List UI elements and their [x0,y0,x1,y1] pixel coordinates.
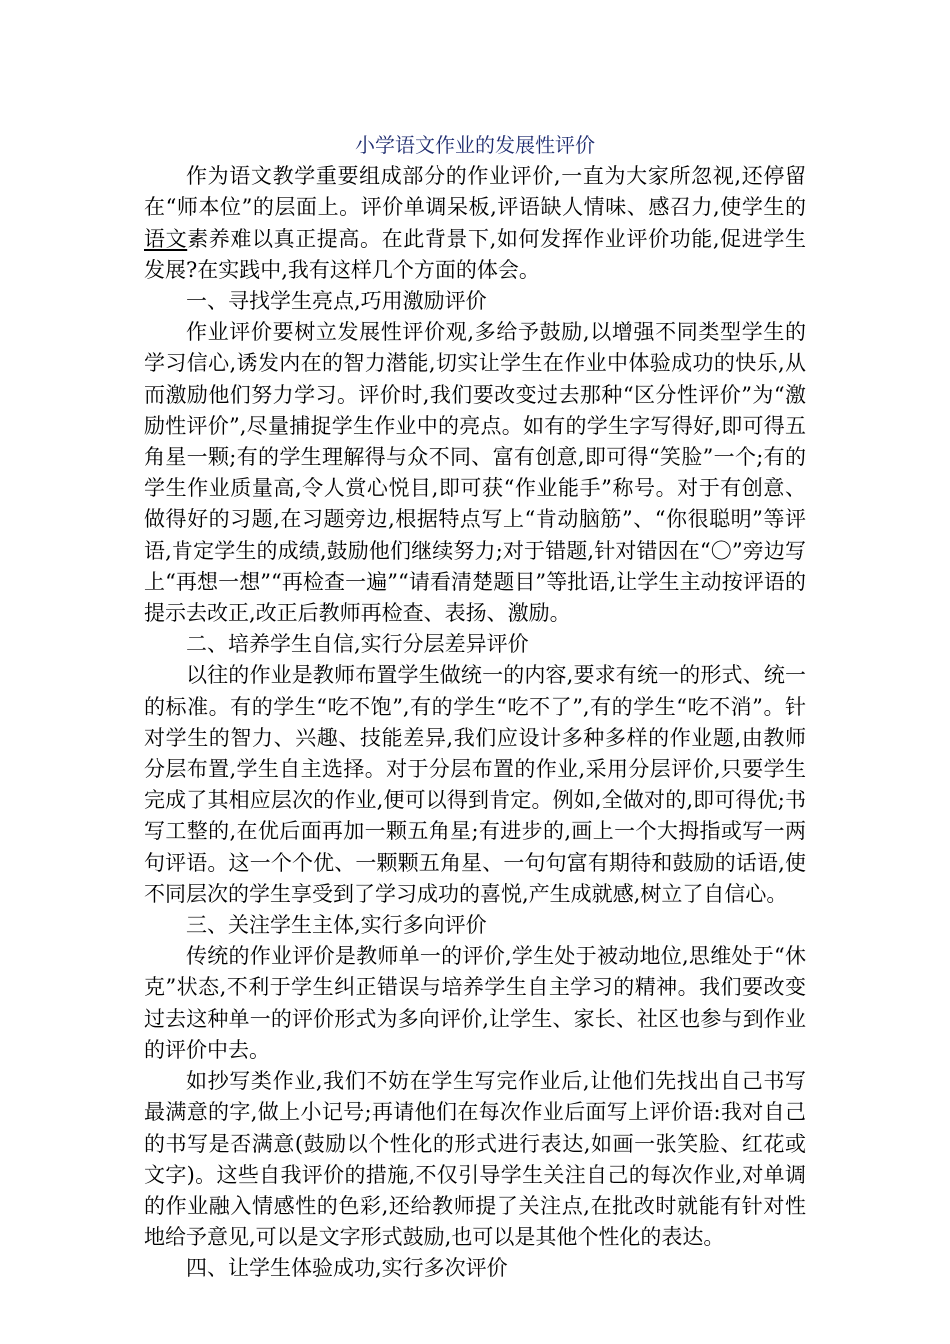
section-1-paragraph-1: 作业评价要树立发展性评价观,多给予鼓励,以增强不同类型学生的学习信心,诱发内在的智力潜能,切实让学生在作业中体验成功的快乐,从而激励他们努力学习。评价时,我们要改变过去那种“区分性评价”为“激励性评价”,尽量捕捉学生作业中的亮点。如有的学生字写得好,即可得五角星一颗;有的学生理解得与众不同、富有创意,即可得“笑脸”一个;有的学生作业质量高,令人赏心悦目,即可获“作业能手”称号。对于有创意、做得好的习题,在习题旁边,根据特点写上“肯动脑筋”、“你很聪明”等评语,肯定学生的成绩,鼓励他们继续努力;对于错题,针对错因在“〇”旁边写上“再想一想”“再检查一遍”“请看清楚题目”等批语,让学生主动按评语的提示去改正,改正后教师再检查、表扬、激励。 [144,320,806,626]
section-3-heading: 三、关注学生主体,实行多向评价 [186,913,487,938]
document-title: 小学语文作业的发展性评价 [355,133,595,157]
intro-paragraph [144,161,806,286]
section-3-paragraph-1: 传统的作业评价是教师单一的评价,学生处于被动地位,思维处于“休克”状态,不利于学生纠正错误与培养学生自主学习的精神。我们要改变过去这种单一的评价形式为多向评价,让学生、家长、社区也参与到作业的评价中去。 [144,944,806,1062]
section-1-heading: 一、寻找学生亮点,巧用激励评价 [186,289,487,314]
intro-text-after-link: 素养难以真正提高。在此背景下,如何发挥作业评价功能,促进学生发展?在实践中,我有这样几个方面的体会。 [144,226,806,282]
section-4-heading: 四、让学生体验成功,实行多次评价 [186,1256,508,1281]
intro-text-before-link: 作为语文教学重要组成部分的作业评价,一直为大家所忽视,还停留在“师本位”的层面上。评价单调呆板,评语缺人情味、感召力,使学生的 [144,164,806,220]
intro-link-yuwen[interactable]: 语文 [144,226,188,251]
section-2-heading: 二、培养学生自信,实行分层差异评价 [186,632,529,657]
section-3-paragraph-2: 如抄写类作业,我们不妨在学生写完作业后,让他们先找出自己书写最满意的字,做上小记号;再请他们在每次作业后面写上评价语:我对自己的书写是否满意(鼓励以个性化的形式进行表达,如画一张笑脸、红花或文字)。这些自我评价的措施,不仅引导学生关注自己的每次作业,对单调的作业融入情感性的色彩,还给教师提了关注点,在批改时就能有针对性地给予意见,可以是文字形式鼓励,也可以是其他个性化的表达。 [144,1069,806,1250]
section-2-paragraph-1: 以往的作业是教师布置学生做统一的内容,要求有统一的形式、统一的标准。有的学生“吃不饱”,有的学生“吃不了”,有的学生“吃不消”。针对学生的智力、兴趣、技能差异,我们应设计多种多样的作业题,由教师分层布置,学生自主选择。对于分层布置的作业,采用分层评价,只要学生完成了其相应层次的作业,便可以得到肯定。例如,全做对的,即可得优;书写工整的,在优后面再加一颗五角星;有进步的,画上一个大拇指或写一两句评语。这一个个优、一颗颗五角星、一句句富有期待和鼓励的话语,使不同层次的学生享受到了学习成功的喜悦,产生成就感,树立了自信心。 [144,663,806,906]
document-body [144,130,806,1285]
